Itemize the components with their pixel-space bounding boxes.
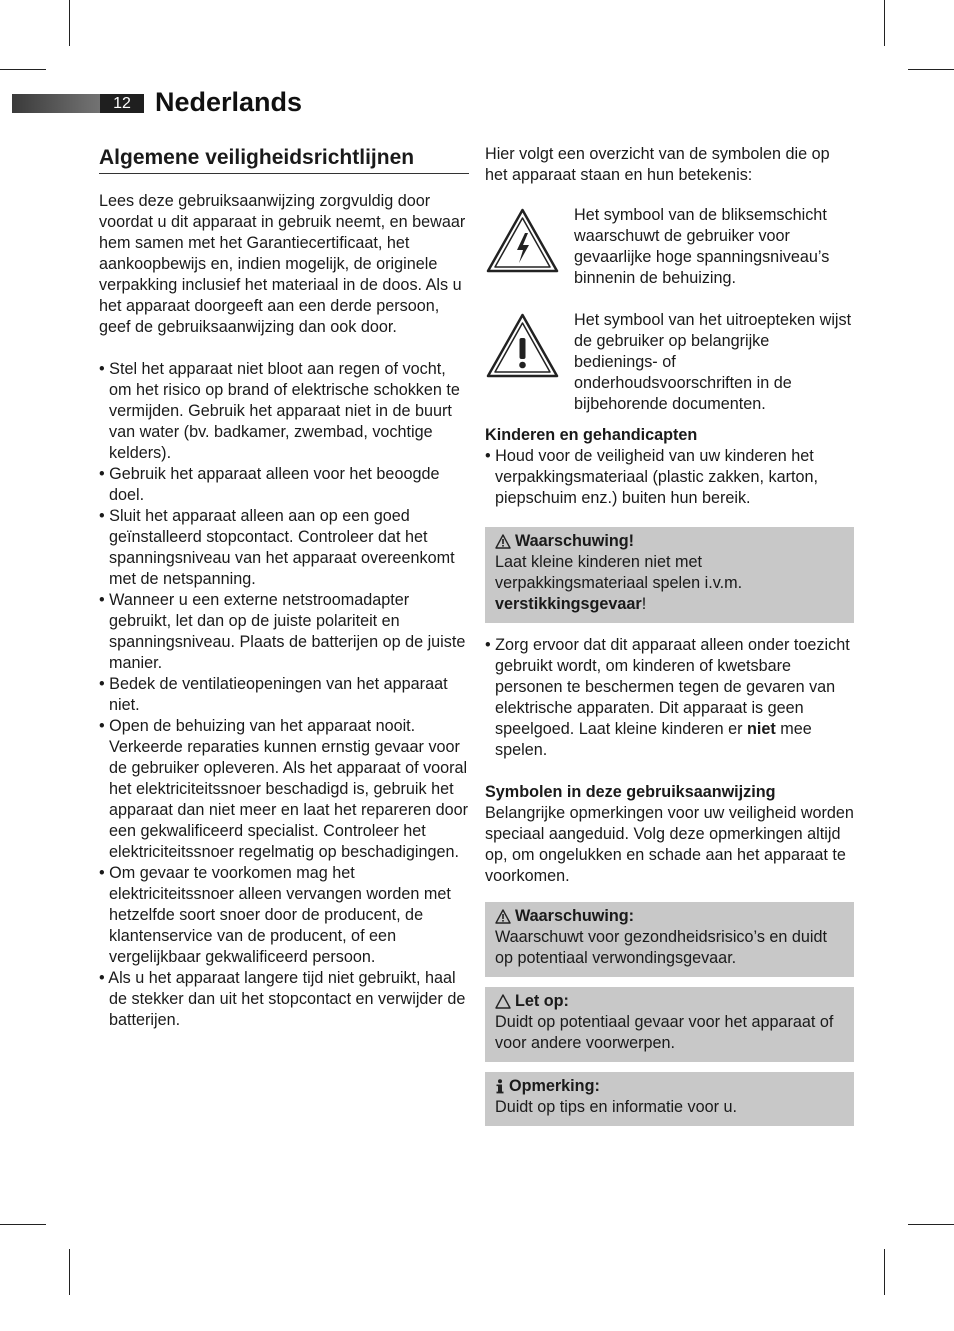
crop-mark: [0, 69, 46, 70]
list-item: • Sluit het apparaat alleen aan op een goed geïnstalleerd stopcontact. Controleer dat het spanningsniveau van het apparaat overeenkomt met de netspanning.: [99, 507, 455, 588]
warning-triangle-icon: [495, 909, 511, 924]
symbols-intro: Hier volgt een overzicht van de symbolen die op het apparaat staan en hun betekenis:: [485, 145, 830, 184]
crop-mark: [908, 1224, 954, 1225]
symbol-description: Het symbool van de bliksemschicht waarschuwt de gebruiker voor gevaarlijke hoge spanningsniveau’s binnenin de behuizing.: [574, 206, 830, 287]
notice-title: Waarschuwing:: [515, 907, 635, 925]
crop-mark: [884, 1249, 885, 1295]
list-item: • Open de behuizing van het apparaat nooit. Verkeerde reparaties kunnen ernstig gevaar voor de gebruiker opleveren. Als het apparaat of vooral het elektriciteitssnoer beschadigd is, gebruik het apparaat dan niet meer en laat het repareren door een gekwalificeerd specialist. Controleer het elektriciteitssnoer regelmatig op beschadigingen.: [99, 717, 469, 861]
page-number: 12: [100, 94, 144, 113]
right-column: [485, 144, 855, 1126]
list-item: • Als u het apparaat langere tijd niet gebruikt, haal de stekker dan uit het stopcontact en verwijder de batterijen.: [99, 969, 466, 1029]
list-item: • Wanneer u een externe netstroomadapter gebruikt, let dan op de juiste polariteit en spanningsniveau. Plaats de batterijen op de juiste manier.: [99, 591, 466, 672]
crop-mark: [0, 1224, 46, 1225]
list-item: • Zorg ervoor dat dit apparaat alleen onder toezicht gebruikt wordt, om kinderen of kwetsbare personen te beschermen tegen de gevaren van elektrische apparaten. Dit apparaat is geen speelgoed. Laat kleine kinderen er niet mee spelen.: [485, 636, 850, 759]
symbol-description: Het symbool van het uitroepteken wijst de gebruiker op belangrijke bedienings- of onderhoudsvoorschriften in de bijbehorende documenten.: [574, 311, 852, 413]
section-title: Algemene veiligheidsrichtlijnen: [99, 144, 469, 174]
symbols-text: Belangrijke opmerkingen voor uw veiligheid worden speciaal aangeduid. Volg deze opmerkingen altijd op, om ongelukken en schade aan het apparaat te voorkomen.: [485, 804, 854, 885]
children-heading: Kinderen en gehandicapten: [485, 426, 698, 444]
crop-mark: [69, 0, 70, 46]
crop-mark: [884, 0, 885, 46]
notice-box: [485, 902, 854, 977]
safety-list: [99, 359, 469, 1031]
left-column: [99, 144, 469, 1031]
warning-box: [485, 527, 854, 623]
notice-box: [485, 987, 854, 1062]
warning-text: Laat kleine kinderen niet met verpakkingsmateriaal spelen i.v.m. verstikkingsgevaar!: [495, 553, 743, 613]
lightning-warning-icon: [485, 207, 560, 275]
warning-triangle-icon: [495, 534, 511, 549]
notice-box: [485, 1072, 854, 1126]
list-item: • Om gevaar te voorkomen mag het elektriciteitssnoer alleen vervangen worden met hetzelfde soort snoer door de producent, de klantenservice van de producent, of een vergelijkbaar gekwalificeerd persoon.: [99, 864, 451, 966]
page-title: Nederlands: [155, 87, 303, 117]
symbol-row-exclamation: [485, 310, 855, 425]
notice-text: Duidt op tips en informatie voor u.: [495, 1098, 738, 1116]
exclamation-warning-icon: [485, 312, 560, 380]
symbol-row-lightning: [485, 205, 855, 310]
notice-title: Let op:: [515, 992, 569, 1010]
notice-text: Duidt op potentiaal gevaar voor het apparaat of voor andere voorwerpen.: [495, 1013, 834, 1052]
list-item: • Stel het apparaat niet bloot aan regen of vocht, om het risico op brand of elektrische schokken te vermijden. Gebruik het apparaat niet in de buurt van water (bv. badkamer, zwembad, vochtige kelders).: [99, 360, 460, 462]
crop-mark: [908, 69, 954, 70]
info-icon: [495, 1079, 505, 1094]
list-item: • Houd voor de veiligheid van uw kinderen het verpakkingsmateriaal (plastic zakken, karton, piepschuim enz.) buiten hun bereik.: [485, 447, 818, 507]
caution-triangle-icon: [495, 994, 511, 1009]
list-item: • Bedek de ventilatieopeningen van het apparaat niet.: [99, 675, 448, 714]
list-item: • Gebruik het apparaat alleen voor het beoogde doel.: [99, 465, 440, 504]
notice-title: Opmerking:: [509, 1077, 600, 1095]
warning-title: Waarschuwing!: [515, 532, 635, 550]
intro-paragraph: Lees deze gebruiksaanwijzing zorgvuldig door voordat u dit apparaat in gebruik neemt, en bewaar hem samen met het Garantiecertificaat, het aankoopbewijs en, indien mogelijk, de originele verpakking inclusief het materiaal in de doos. Als u het apparaat doorgeeft aan een derde persoon, geef de gebruiksaanwijzing dan ook door.: [99, 192, 466, 336]
notice-text: Waarschuwt voor gezondheidsrisico’s en duidt op potentiaal verwondingsgevaar.: [495, 928, 828, 967]
crop-mark: [69, 1249, 70, 1295]
symbols-heading: Symbolen in deze gebruiksaanwijzing: [485, 783, 776, 801]
